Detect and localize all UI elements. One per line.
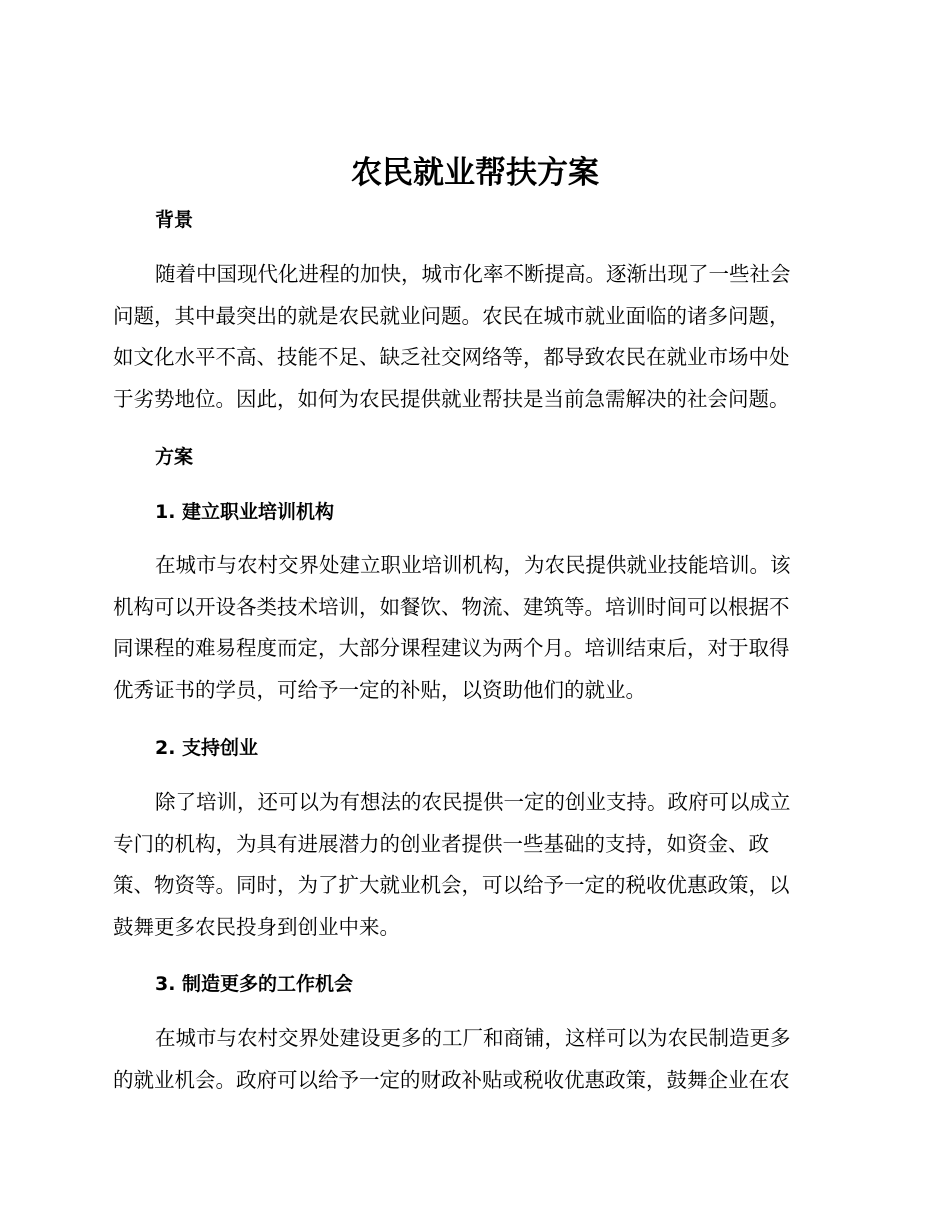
paragraph-line: 在城市与农村交界处建立职业培训机构，为农民提供就业技能培训。该 (155, 553, 791, 577)
paragraph-line: 机构可以开设各类技术培训，如餐饮、物流、建筑等。培训时间可以根据不 (113, 594, 790, 619)
paragraph-line: 如文化水平不高、技能不足、缺乏社交网络等，都导致农民在就业市场中处 (113, 345, 790, 370)
paragraph-line: 问题，其中最突出的就是农民就业问题。农民在城市就业面临的诸多问题， (113, 303, 790, 328)
section-paragraph-background (113, 254, 833, 421)
section-paragraph-training (113, 545, 833, 712)
paragraph-line: 同课程的难易程度而定，大部分课程建议为两个月。培训结束后，对于取得 (113, 636, 790, 661)
section-paragraph-entrepreneurship (113, 782, 833, 949)
paragraph-line: 策、物资等。同时，为了扩大就业机会，可以给予一定的税收优惠政策，以 (113, 873, 790, 898)
paragraph-line: 的就业机会。政府可以给予一定的财政补贴或税收优惠政策，鼓舞企业在农 (113, 1067, 790, 1092)
paragraph-line: 在城市与农村交界处建设更多的工厂和商铺，这样可以为农民制造更多 (155, 1026, 791, 1050)
paragraph-line: 除了培训，还可以为有想法的农民提供一定的创业支持。政府可以成立 (155, 790, 791, 814)
paragraph-line: 于劣势地位。因此，如何为农民提供就业帮扶是当前急需解决的社会问题。 (113, 387, 790, 412)
section-heading-training: 1. 建立职业培训机构 (155, 501, 335, 523)
paragraph-line: 随着中国现代化进程的加快，城市化率不断提高。逐渐出现了一些社会 (155, 262, 791, 286)
paragraph-line: 优秀证书的学员，可给予一定的补贴，以资助他们的就业。 (113, 678, 646, 703)
section-paragraph-jobs (113, 1018, 833, 1101)
paragraph-line: 鼓舞更多农民投身到创业中来。 (113, 915, 400, 940)
document-title: 农民就业帮扶方案 (351, 155, 599, 191)
paragraph-line: 专门的机构，为具有进展潜力的创业者提供一些基础的支持，如资金、政 (113, 831, 769, 856)
section-heading-plan: 方案 (155, 446, 194, 468)
section-heading-entrepreneurship: 2. 支持创业 (155, 737, 259, 759)
section-heading-jobs: 3. 制造更多的工作机会 (155, 973, 354, 995)
section-heading-background: 背景 (155, 209, 194, 231)
